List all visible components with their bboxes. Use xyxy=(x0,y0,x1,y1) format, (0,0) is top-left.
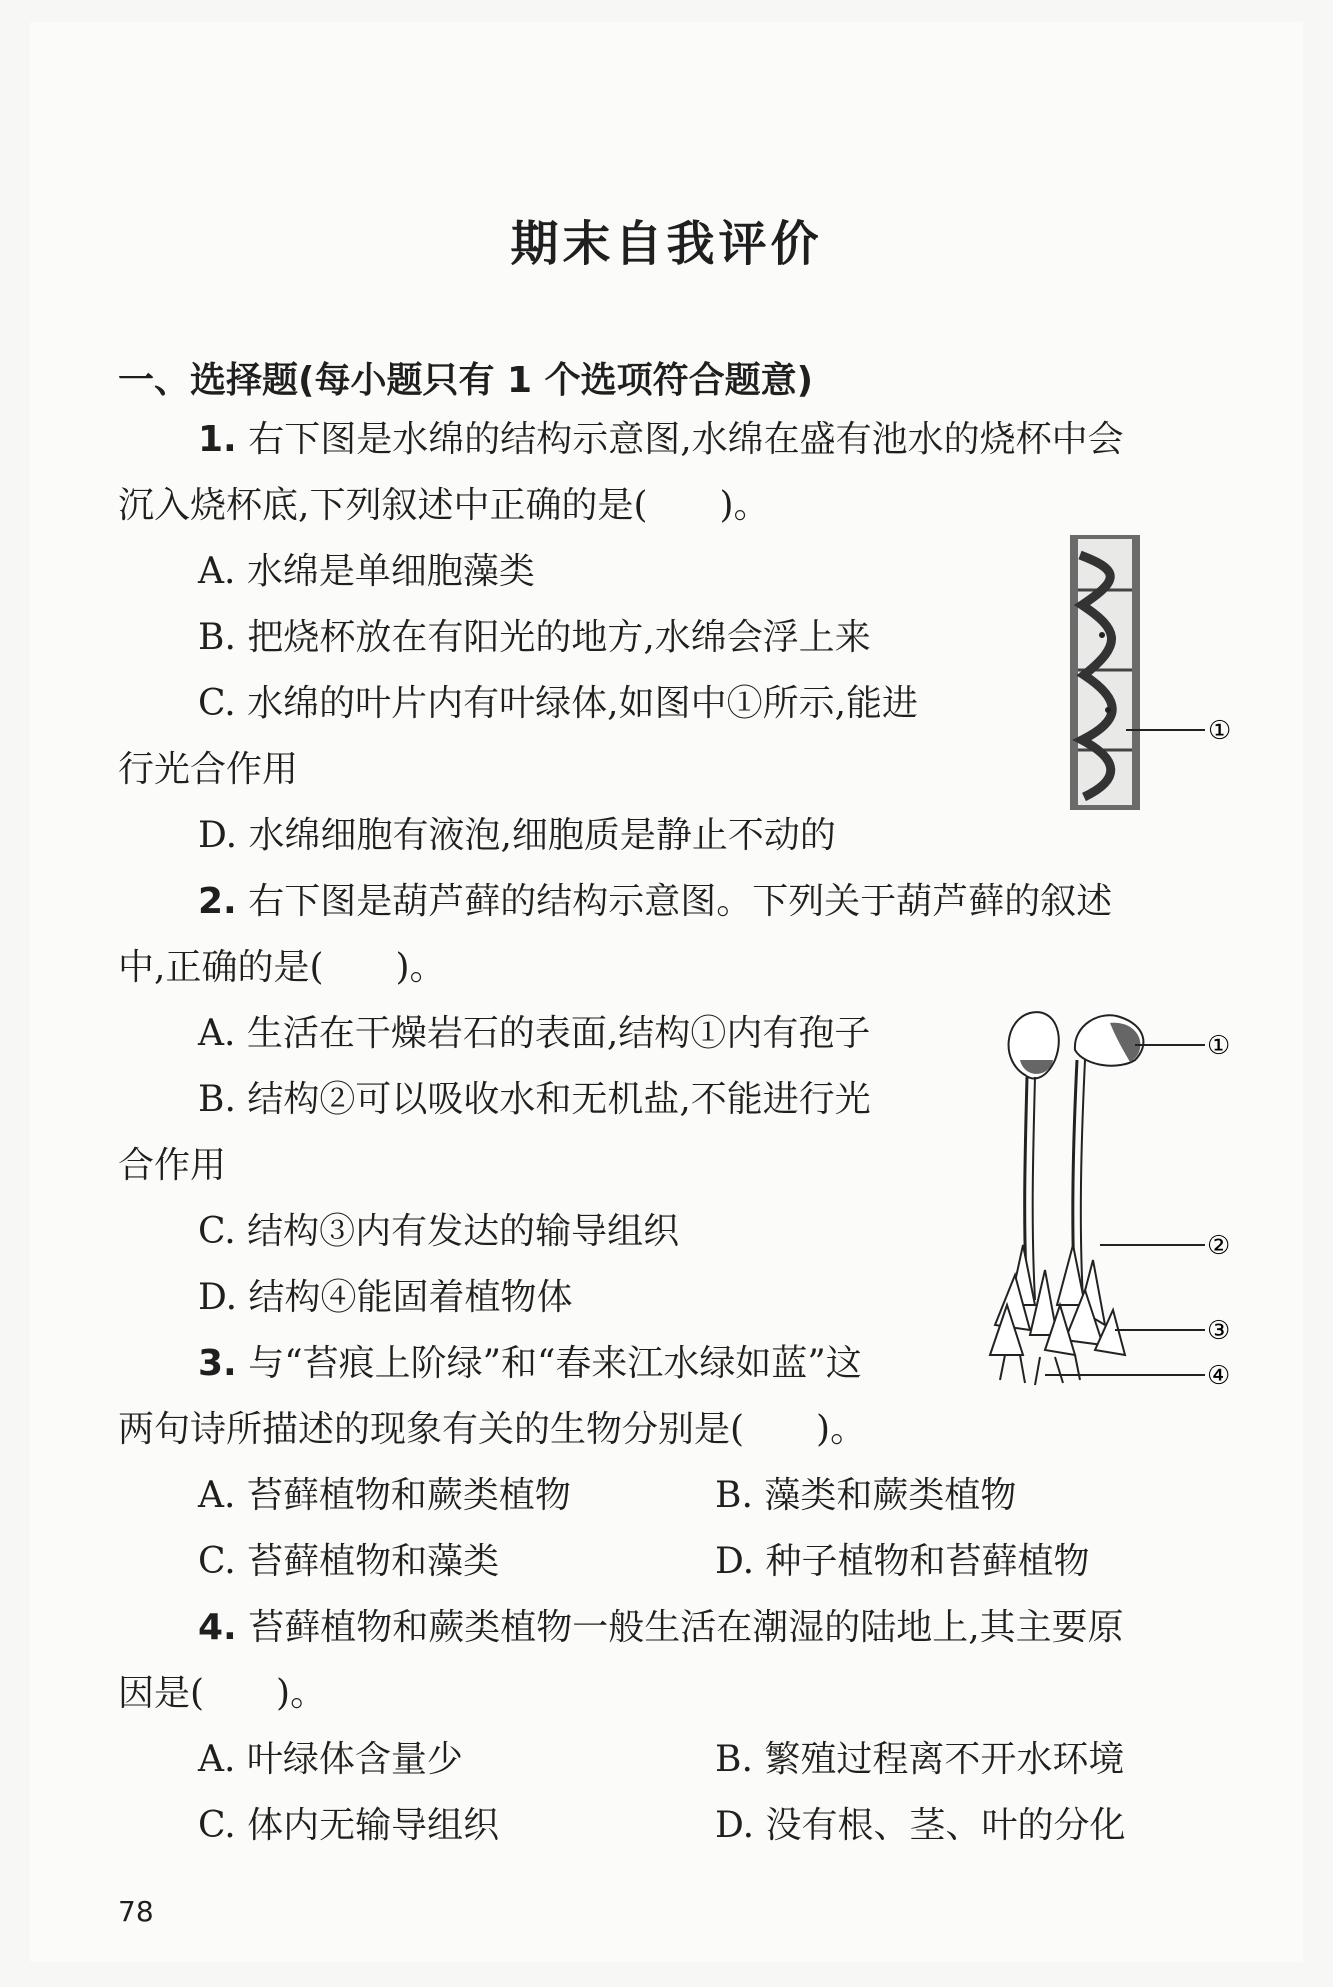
leafy-shoots xyxy=(990,1245,1125,1355)
question-2-stem-line1 xyxy=(198,880,1112,924)
question-1-stem-line2: 沉入烧杯底,下列叙述中正确的是( )。 xyxy=(118,485,770,526)
question-4-option-a: A. 叶绿体含量少 xyxy=(198,1739,463,1780)
question-2-stem-text: 右下图是葫芦藓的结构示意图。下列关于葫芦藓的叙述 xyxy=(248,881,1113,922)
question-1-number: 1. xyxy=(198,419,237,460)
rhizoids xyxy=(1000,1355,1080,1385)
question-4-option-b: B. 繁殖过程离不开水环境 xyxy=(715,1739,1125,1780)
question-2-option-b-line1: B. 结构②可以吸收水和无机盐,不能进行光 xyxy=(198,1079,871,1120)
spirogyra-figure xyxy=(1060,535,1250,815)
figure-2-label-3: ③ xyxy=(1207,1316,1231,1346)
figure-2-label-2: ② xyxy=(1207,1231,1231,1261)
page-title: 期末自我评价 xyxy=(510,216,823,272)
page-number: 78 xyxy=(118,1895,154,1928)
page-background xyxy=(30,22,1303,1962)
question-3-stem-line1 xyxy=(198,1342,862,1386)
question-2-stem-line2: 中,正确的是( )。 xyxy=(118,947,446,988)
question-1-option-c-line1: C. 水绵的叶片内有叶绿体,如图中①所示,能进 xyxy=(198,683,919,724)
question-1-stem-line1 xyxy=(198,418,1124,462)
question-1-option-a: A. 水绵是单细胞藻类 xyxy=(198,551,535,592)
question-3-option-b: B. 藻类和蕨类植物 xyxy=(715,1475,1017,1516)
question-2-option-b-line2: 合作用 xyxy=(118,1145,227,1186)
question-2-number: 2. xyxy=(198,881,237,922)
question-1-option-c-line2: 行光合作用 xyxy=(118,749,299,790)
question-2-option-c: C. 结构③内有发达的输导组织 xyxy=(198,1211,680,1252)
figure-1-label-1: ① xyxy=(1208,716,1232,746)
section-heading: 一、选择题(每小题只有 1 个选项符合题意) xyxy=(118,360,814,401)
question-4-stem-line2: 因是( )。 xyxy=(118,1673,327,1714)
question-4-option-d: D. 没有根、茎、叶的分化 xyxy=(715,1805,1126,1846)
figure-2-label-4: ④ xyxy=(1207,1361,1231,1391)
question-1-option-b: B. 把烧杯放在有阳光的地方,水绵会浮上来 xyxy=(198,617,871,658)
figure-2-label-1: ① xyxy=(1207,1031,1231,1061)
question-3-option-d: D. 种子植物和苔藓植物 xyxy=(715,1541,1090,1582)
question-4-stem-line1 xyxy=(198,1606,1124,1650)
question-3-stem-text: 与“苔痕上阶绿”和“春来江水绿如蓝”这 xyxy=(248,1343,862,1384)
question-4-stem-text: 苔藓植物和蕨类植物一般生活在潮湿的陆地上,其主要原 xyxy=(248,1607,1124,1648)
question-3-option-a: A. 苔藓植物和蕨类植物 xyxy=(198,1475,571,1516)
question-4-number: 4. xyxy=(198,1607,237,1648)
question-2-option-d: D. 结构④能固着植物体 xyxy=(198,1277,573,1318)
moss-figure xyxy=(985,1005,1250,1405)
question-2-option-a: A. 生活在干燥岩石的表面,结构①内有孢子 xyxy=(198,1013,871,1054)
question-3-stem-line2: 两句诗所描述的现象有关的生物分别是( )。 xyxy=(118,1409,867,1450)
question-3-option-c: C. 苔藓植物和藻类 xyxy=(198,1541,500,1582)
question-1-option-d: D. 水绵细胞有液泡,细胞质是静止不动的 xyxy=(198,815,836,856)
question-3-number: 3. xyxy=(198,1343,237,1384)
question-1-stem-text: 右下图是水绵的结构示意图,水绵在盛有池水的烧杯中会 xyxy=(248,419,1124,460)
question-4-option-c: C. 体内无输导组织 xyxy=(198,1805,500,1846)
